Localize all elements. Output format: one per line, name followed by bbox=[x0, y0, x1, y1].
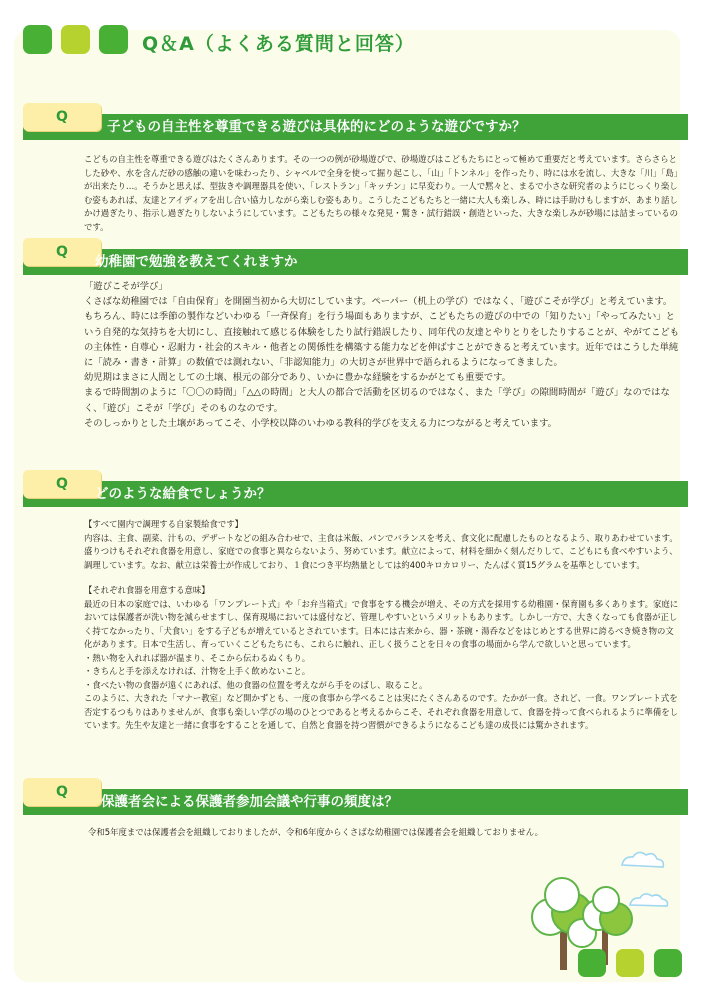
question-badge-2: Q bbox=[23, 238, 101, 266]
answer-3 bbox=[84, 518, 680, 733]
paragraph-gap bbox=[84, 572, 680, 584]
answer-paragraph: 【すべて園内で調理する自家製給食です】 bbox=[84, 519, 243, 529]
cloud-icon bbox=[622, 852, 667, 906]
answer-paragraph: ・熱い物を入れれば器が温まり、そこから伝わるぬくもり。 bbox=[84, 652, 311, 663]
trees-illustration bbox=[520, 845, 705, 980]
question-text-3: どのような給食でしょうか？ bbox=[95, 486, 271, 502]
answer-paragraph: 幼児期はまさに人間としての土壌、根元の部分であり、いかに豊かな経験をするかがとても重要です。 bbox=[84, 372, 511, 384]
answer-paragraph: 「遊びこそが学び」 bbox=[84, 281, 168, 292]
answer-paragraph: 令和5年度までは保護者会を組織しておりましたが、令和6年度からくさばな幼稚園では保護者会を組織しておりません。 bbox=[88, 827, 544, 837]
question-badge-4: Q bbox=[23, 778, 101, 806]
answer-1 bbox=[84, 153, 680, 234]
answer-2 bbox=[84, 279, 680, 431]
question-text-1: 子どもの自主性を尊重できる遊びは具体的にどのような遊びですか？ bbox=[107, 119, 526, 135]
footer-square-3 bbox=[654, 949, 682, 977]
answer-paragraph: もちろん、時には季節の製作などいわゆる「一斉保育」を行う場面もありますが、こどもたちの遊びの中での「知りたい」「やってみたい」という自発的な気持ちを大切にし、直接触れて感じる体験をしたり試行錯誤したり、同年代の友達とやりとりをしたりすることが、やがてこどもの主体性・自尊心・忍耐力・社会的スキル・他者との関係性を構築する能力などを伸ばすことができると考えています。近年ではこうした単純に「読み・書き・計算」の数値では測れない、「非認知能力」の大切さが世界中で語られるようになってきました。 bbox=[84, 311, 680, 369]
question-badge-1: Q bbox=[23, 103, 101, 131]
answer-paragraph: そのしっかりとした土壌があってこそ、小学校以降のいわゆる教科的学びを支える力につながると考えています。 bbox=[84, 417, 557, 429]
answer-paragraph: 最近の日本の家庭では、いわゆる「ワンプレート式」や「お弁当箱式」で食事をする機会が増え、その方式を採用する幼稚園・保育園も多くあります。家庭においては保護者が洗い物を減らせますし、保育現場においては盛付など、管理しやすいというメリットもあります。しかし一方で、大きくなっても食器が正しく持てなかったり、「犬食い」をする子どもが増えているとされています。日本には古来から、器・茶碗・湯呑などをはじめとする世界に誇るべき焼き物の文化があります。日本で生活し、育っていくこどもたちにも、これらに触れ、正しく扱うことを日々の食事の場面から学んで欲しいと思っています。 bbox=[84, 598, 679, 649]
answer-paragraph: ・きちんと手を添えなければ、汁物を上手く飲めないこと。 bbox=[84, 666, 311, 676]
header-square-3 bbox=[99, 25, 128, 54]
header-square-1 bbox=[23, 25, 52, 54]
question-badge-3: Q bbox=[23, 470, 101, 498]
page-title: Q＆A（よくある質問と回答） bbox=[142, 33, 415, 55]
header-square-2 bbox=[61, 25, 90, 54]
footer-square-1 bbox=[578, 949, 606, 977]
answer-paragraph: 【それぞれ食器を用意する意味】 bbox=[84, 585, 210, 595]
answer-paragraph: まるで時間割のように「〇〇の時間」「△△の時間」と大人の都合で活動を区切るのではなく、また「学び」の隙間時間が「遊び」なのではなく、「遊び」こそが「学び」そのものなのです。 bbox=[84, 387, 670, 414]
answer-paragraph: くさばな幼稚園では「自由保育」を開園当初から大切にしています。ペーパー（机上の学び）ではなく、「遊びこそが学び」と考えています。 bbox=[84, 296, 673, 308]
footer-square-2 bbox=[616, 949, 644, 977]
question-text-4: 保護者会による保護者参加会議や行事の頻度は？ bbox=[101, 794, 398, 810]
answer-paragraph: ・食べたい物の食器が遠くにあれば、他の食器の位置を考えながら手をのばし、取ること。 bbox=[84, 679, 428, 690]
answer-paragraph: こどもの自主性を尊重できる遊びはたくさんあります。その一つの例が砂場遊びで、砂場遊びはこどもたちにとって極めて重要だと考えています。さらさらとした砂や、水を含んだ砂の感触の違いを味わったり、シャベルで全身を使って掘り起こし、「山」「トンネル」を作ったり、時には水を流し、大きな「川」「島」が出来たり…。そうかと思えば、型抜きや調理器具を使い、「レストラン」「キッチン」に早変わり。一人で黙々と、まるで小さな研究者のようにじっくり楽しむ姿もあれば、友達とアイディアを出し合い協力しながら楽しむ姿もあり。こうしたこどもたちと一緒に大人も楽しみ、時には手助けもしますが、あまり話しかけ過ぎたり、指示し過ぎたりしないようにしています。こどもたちの様々な発見・驚き・試行錯誤・創造といった、大きな楽しみが砂場には詰まっているのです。 bbox=[84, 154, 678, 232]
answer-paragraph: 内容は、主食、副菜、汁もの、デザートなどの組み合わせで、主食は米飯、パンでバランスを考え、食文化に配慮したものとなるよう、取りあわせています。盛りつけもそれぞれ食器を用意し、家庭での食事と異ならないよう、努めています。献立によって、材料を細かく刻んだりして、こどもにも食べやすいよう、調理しています。なお、献立は栄養士が作成しており、１食につき平均熱量としては約400キロカロリー、たんぱく質15グラムを基準としています。 bbox=[84, 532, 678, 570]
question-text-2: 幼稚園で勉強を教えてくれますか bbox=[95, 254, 298, 270]
answer-4 bbox=[88, 826, 684, 840]
answer-paragraph: このように、大きれた「マナー教室」など開かずとも、一度の食事から学べることは実にたくさんあるのです。たかが一食。されど、一食。ワンプレート式を否定するつもりはありませんが、食事も楽しい学びの場のひとつであると考えるからこそ、それぞれ食器を用意して、食器を持って食べられるように準備をしています。先生や友達と一緒に食事をすることを通して、自然と食器を持つ習慣ができるようになるこども達の成長には驚かされます。 bbox=[84, 693, 679, 730]
